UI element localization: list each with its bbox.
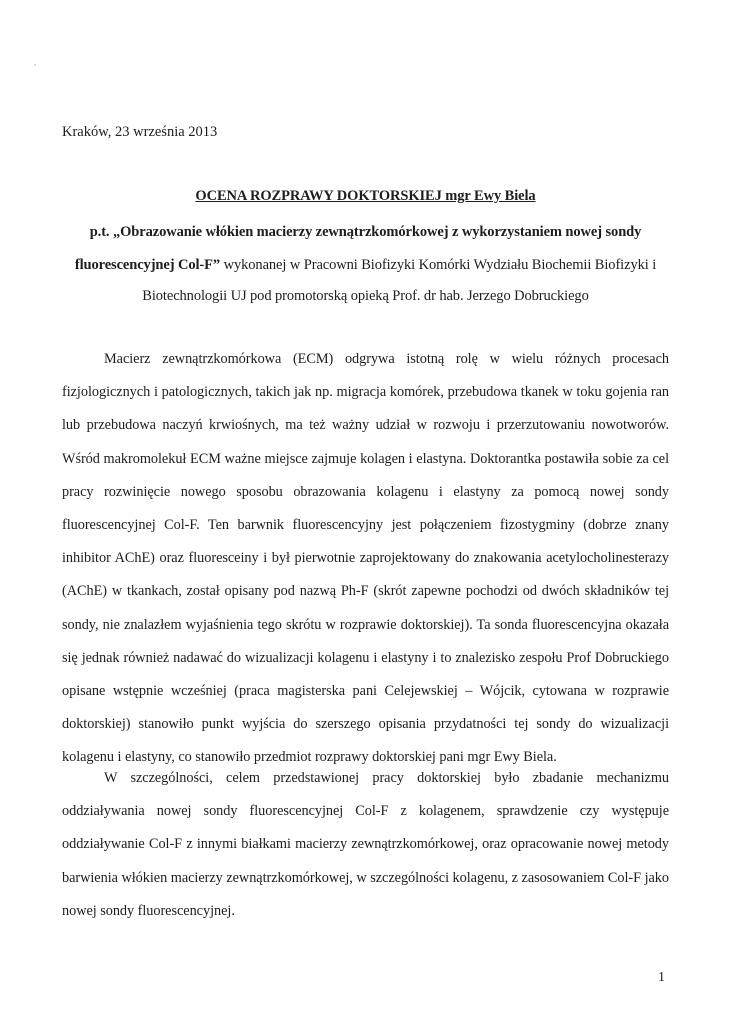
subtitle-probe-name: fluorescencyjnej Col-F”	[74, 257, 221, 273]
subtitle-line-1: p.t. „Obrazowanie włókien macierzy zewnątrzkomórkowej z wykorzystaniem nowej sondy	[89, 224, 642, 240]
body-paragraph-2: W szczególności, celem przedstawionej pracy doktorskiej było zbadanie mechanizmu oddziaływania nowej sondy fluorescencyjnej Col-F z kolagenem, sprawdzenie czy występuje oddziaływanie Col-F z innymi białkami macierzy zewnątrzkomórkowej, oraz opracowanie nowej metody barwienia włókien macierzy zewnątrzkomórkowej, w szczególności kolagenu, z zasosowaniem Col-F jako nowej sondy fluorescencyjnej.	[62, 770, 669, 919]
place-date: Kraków, 23 września 2013	[62, 124, 218, 140]
document-title: OCENA ROZPRAWY DOKTORSKIEJ mgr Ewy Biela	[195, 188, 536, 204]
subtitle-line-2	[40, 257, 691, 274]
body-paragraph-1: Macierz zewnątrzkomórkowa (ECM) odgrywa istotną rolę w wielu różnych procesach fizjologicznych i patologicznych, takich jak np. migracja komórek, przebudowa tkanek w toku gojenia ran lub przebudowa naczyń krwiośnych, ma też ważny udział w rozwoju i przerzutowaniu nowotworów. Wśród makromolekuł ECM ważne miejsce zajmuje kolagen i elastyna. Doktorantka postawiła sobie za cel pracy rozwinięcie nowego sposobu obrazowania kolagenu i elastyny za pomocą nowej sondy fluorescencyjnej Col-F. Ten barwnik fluorescencyjny jest połączeniem fizostygminy (dobrze znany inhibitor AChE) oraz fluoresceiny i był pierwotnie zaprojektowany do znakowania acetylocholinesterazy (AChE) w tkankach, został opisany pod nazwą Ph-F (skrót zapewne pochodzi od dwóch składników tej sondy, nie znalazłem wyjaśnienia tego skrótu w rozprawie doktorskiej). Ta sonda fluorescencyjna okazała się jednak również nadawać do wizualizacji kolagenu i elastyny i to znalezisko zespołu Prof Dobruckiego opisane wstępnie wcześniej (praca magisterska pani Celejewskiej – Wójcik, cytowana w rozprawie doktorskiej) stanowiło punkt wyjścia do szerszego opisania przydatności tej sondy do wizualizacji kolagenu i elastyny, co stanowiło przedmiot rozprawy doktorskiej pani mgr Ewy Biela.	[62, 351, 669, 766]
subtitle-line-2-rest: wykonanej w Pracowni Biofizyki Komórki Wydziału Biochemii Biofizyki i	[220, 257, 657, 273]
subtitle-line-3: Biotechnologii UJ pod promotorską opieką Prof. dr hab. Jerzego Dobruckiego	[142, 288, 589, 304]
scan-speck	[34, 64, 36, 66]
page-number: 1	[658, 970, 665, 985]
